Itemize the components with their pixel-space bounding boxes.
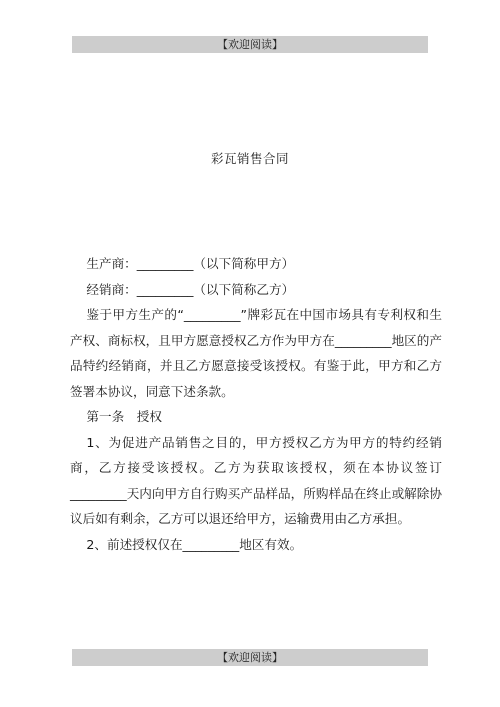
manufacturer-line: 生产商：_________（以下简称甲方） [86,256,295,271]
distributor-line: 经销商：_________（以下简称乙方） [86,281,295,297]
header-banner: 【欢迎阅读】 [72,36,428,53]
clause-1-paragraph: 1、为促进产品销售之目的，甲方授权乙方为甲方的特约经销商，乙方接受该授权。乙方为获取该授权，须在本协议签订_________天内向甲方自行购买产品样品，所购样品在终止或解除协议后如有剩余，乙方可以退还给甲方，运输费用由乙方承担。 [70,434,442,526]
footer-banner: 【欢迎阅读】 [72,649,428,666]
preamble-paragraph: 鉴于甲方生产的“_________”牌彩瓦在中国市场具有专利权和生产权、商标权，且甲方愿意授权乙方作为甲方在_________地区的产品特约经销商，并且乙方愿意接受该授权。有鉴于此，甲方和乙方签署本协议，同意下述条款。 [70,307,442,399]
document-title: 彩瓦销售合同 [210,151,289,166]
article-one-heading: 第一条 授权 [86,409,162,424]
clause-2-paragraph: 2、前述授权仅在_________地区有效。 [86,536,303,552]
contract-body [70,251,442,557]
